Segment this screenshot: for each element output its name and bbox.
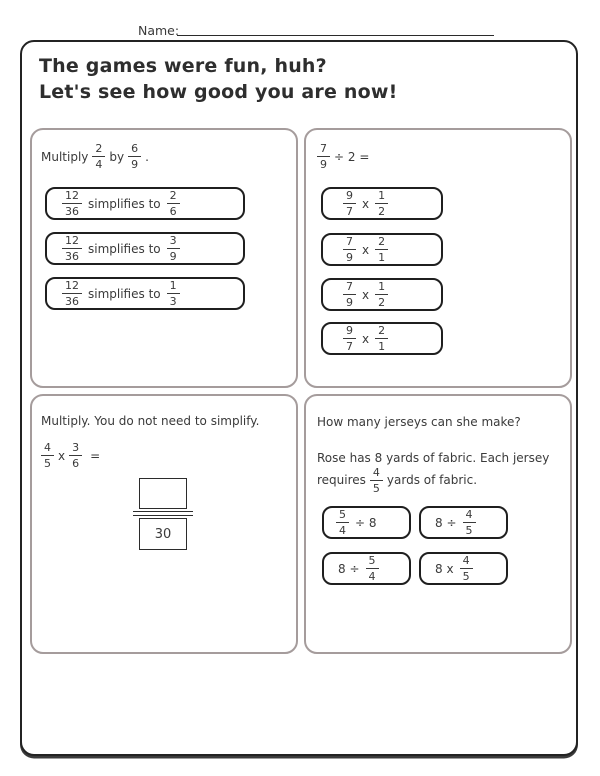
problem-expression — [41, 442, 100, 469]
problem-prompt: Multiply. You do not need to simplify. — [41, 414, 260, 428]
option-jersey-1[interactable] — [322, 506, 411, 539]
option-jersey-4[interactable] — [419, 552, 508, 585]
worksheet-title — [39, 53, 397, 105]
problem-prompt — [41, 143, 149, 170]
option-jersey-2[interactable] — [419, 506, 508, 539]
fraction-denominator: 7 — [343, 203, 356, 217]
fraction — [128, 143, 141, 170]
fraction — [62, 280, 82, 307]
fraction-denominator: 4 — [92, 156, 105, 170]
body-prefix: requires — [317, 473, 366, 487]
fraction-denominator: 9 — [167, 248, 180, 262]
option-label: simplifies to — [88, 196, 161, 211]
option-divide-1[interactable] — [321, 187, 443, 220]
fraction-denominator: 5 — [370, 480, 383, 494]
fraction — [92, 143, 105, 170]
fraction — [317, 143, 330, 170]
worksheet-body — [20, 40, 578, 756]
prompt-expression: ÷ 2 = — [334, 149, 370, 164]
fraction — [375, 236, 388, 263]
option-label: simplifies to — [88, 286, 161, 301]
option-jersey-3[interactable] — [322, 552, 411, 585]
option-simplify-2[interactable] — [45, 232, 245, 265]
panel-divide — [304, 128, 572, 388]
fraction — [375, 190, 388, 217]
prompt-connector: by — [109, 149, 125, 164]
fraction-numerator: 9 — [346, 189, 353, 202]
fraction-denominator: 36 — [62, 293, 82, 307]
fraction-numerator: 7 — [320, 142, 327, 155]
fraction-numerator: 12 — [65, 279, 79, 292]
fraction-numerator: 2 — [95, 142, 103, 155]
operator: x — [362, 196, 370, 211]
fraction-numerator: 7 — [346, 235, 353, 248]
fraction-numerator: 3 — [169, 234, 177, 247]
fraction-denominator: 5 — [41, 455, 54, 469]
problem-question: How many jerseys can she make? — [317, 415, 521, 429]
option-text: 8 ÷ — [338, 561, 360, 576]
fraction — [62, 235, 82, 262]
fraction-numerator: 12 — [65, 189, 79, 202]
operator: x — [362, 242, 370, 257]
fraction — [460, 555, 473, 582]
fraction-numerator: 1 — [378, 280, 386, 293]
fraction-denominator: 3 — [167, 293, 180, 307]
fraction-denominator: 6 — [167, 203, 180, 217]
operator: x — [58, 448, 66, 463]
option-label: simplifies to — [88, 241, 161, 256]
fraction-denominator: 9 — [128, 156, 141, 170]
fraction-denominator: 9 — [343, 249, 356, 263]
fraction-denominator: 9 — [343, 294, 356, 308]
fraction-denominator: 36 — [62, 248, 82, 262]
problem-body-line1: Rose has 8 yards of fabric. Each jersey — [317, 451, 550, 465]
problem-body-line2 — [317, 467, 477, 493]
fraction-numerator: 2 — [378, 324, 386, 337]
option-divide-2[interactable] — [321, 233, 443, 266]
answer-fraction-bar — [133, 511, 193, 516]
option-simplify-1[interactable] — [45, 187, 245, 220]
fraction — [375, 325, 388, 352]
fraction — [336, 509, 349, 536]
option-text: 8 x — [435, 561, 454, 576]
fraction-numerator: 3 — [72, 441, 80, 454]
fraction-numerator: 4 — [372, 465, 380, 479]
fraction-numerator: 7 — [346, 280, 353, 293]
panel-multiply-plain — [30, 394, 298, 654]
fraction-numerator: 1 — [169, 279, 177, 292]
fraction-denominator: 2 — [375, 294, 388, 308]
fraction-denominator: 36 — [62, 203, 82, 217]
fraction — [167, 280, 180, 307]
fraction-numerator: 5 — [368, 554, 376, 567]
operator: x — [362, 287, 370, 302]
fraction-denominator: 7 — [343, 338, 356, 352]
fraction — [343, 190, 356, 217]
fraction — [69, 442, 82, 469]
fraction-denominator: 2 — [375, 203, 388, 217]
problem-prompt — [317, 143, 369, 170]
fraction-denominator: 1 — [375, 249, 388, 263]
fraction — [167, 235, 180, 262]
fraction-numerator: 2 — [378, 235, 386, 248]
fraction — [370, 467, 383, 494]
fraction-numerator: 2 — [169, 189, 177, 202]
answer-denominator-box[interactable]: 30 — [139, 518, 187, 550]
operator: x — [362, 331, 370, 346]
option-text: ÷ 8 — [355, 515, 377, 530]
panel-multiply-simplify — [30, 128, 298, 388]
prompt-end: . — [145, 150, 149, 164]
prompt-prefix: Multiply — [41, 149, 89, 164]
fraction-denominator: 6 — [69, 455, 82, 469]
option-divide-4[interactable] — [321, 322, 443, 355]
fraction-numerator: 4 — [462, 554, 470, 567]
answer-numerator-box[interactable] — [139, 478, 187, 509]
fraction — [375, 281, 388, 308]
fraction — [463, 509, 476, 536]
option-simplify-3[interactable] — [45, 277, 245, 310]
fraction — [62, 190, 82, 217]
fraction-numerator: 12 — [65, 234, 79, 247]
fraction-numerator: 4 — [44, 441, 51, 454]
fraction-denominator: 5 — [463, 522, 476, 536]
fraction-numerator: 4 — [465, 508, 473, 521]
fraction — [343, 236, 356, 263]
fraction-numerator: 5 — [339, 508, 346, 521]
fraction-numerator: 1 — [378, 189, 386, 202]
title-line-2: Let's see how good you are now! — [39, 81, 398, 103]
fraction — [366, 555, 379, 582]
fraction — [41, 442, 54, 469]
fraction — [343, 281, 356, 308]
body-suffix: yards of fabric. — [386, 473, 478, 487]
option-divide-3[interactable] — [321, 278, 443, 311]
fraction-denominator: 4 — [336, 522, 349, 536]
fraction-denominator: 4 — [366, 568, 379, 582]
equals-sign: = — [90, 448, 101, 463]
fraction-denominator: 5 — [460, 568, 473, 582]
fraction-numerator: 9 — [346, 324, 353, 337]
fraction — [167, 190, 180, 217]
fraction-denominator: 1 — [375, 338, 388, 352]
name-input-line[interactable] — [177, 20, 494, 36]
title-line-1: The games were fun, huh? — [39, 55, 327, 77]
fraction-numerator: 6 — [131, 142, 139, 155]
option-text: 8 ÷ — [435, 515, 457, 530]
name-label: Name: — [138, 23, 180, 38]
fraction-denominator: 9 — [317, 156, 330, 170]
panel-jerseys — [304, 394, 572, 654]
fraction — [343, 325, 356, 352]
